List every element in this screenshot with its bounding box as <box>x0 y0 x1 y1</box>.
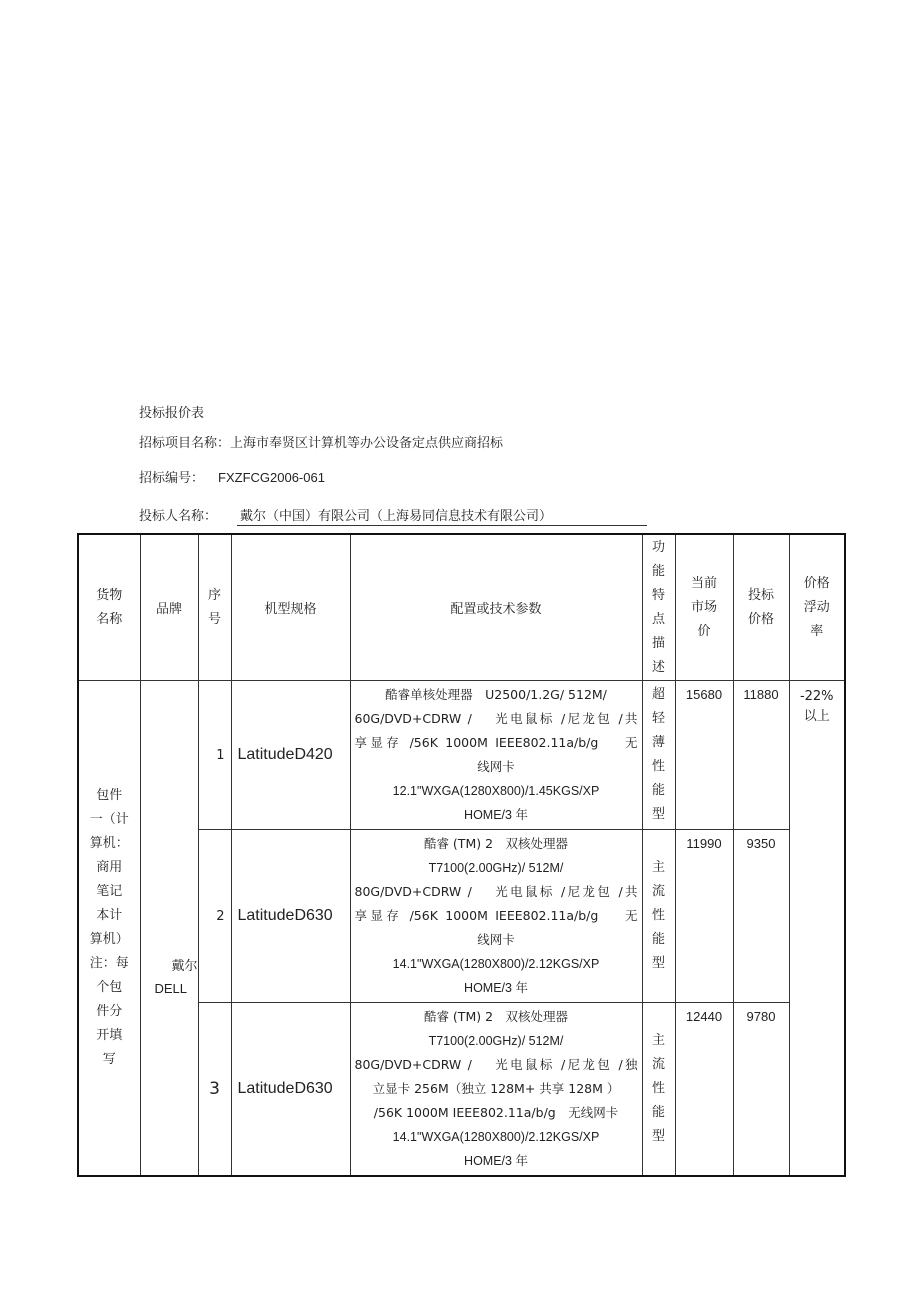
model-cell: LatitudeD420 <box>231 681 350 830</box>
tender-code-value: FXZFCG2006-061 <box>218 470 325 485</box>
header-goods-name: 货物 名称 <box>78 534 140 681</box>
bidder-name-line <box>139 505 647 526</box>
brand-cell <box>140 681 198 1177</box>
feature-cell: 超 轻 薄 性 能 型 <box>642 681 675 830</box>
seq-cell: 2 <box>198 830 231 1003</box>
brand-en: DELL <box>154 981 188 996</box>
header-config: 配置或技术参数 <box>350 534 642 681</box>
seq-cell: 3 <box>198 1003 231 1177</box>
bidder-name-label: 投标人名称： <box>139 509 218 524</box>
tender-code-line <box>139 467 325 486</box>
table-row <box>78 681 845 830</box>
config-cell: 酷睿 (TM) 2 双核处理器 T7100(2.00GHz)/ 512M/ 80G/DVD+CDRW / 光电鼠标 /尼龙包 /共 享显存 /56K 1000M IEEE802.11a/b/g 无 线网卡 14.1"WXGA(1280X800)/2.12KGS/XP HOME/3 年 <box>350 830 642 1003</box>
category-cell: 包件 一（计 算机： 商用 笔记 本计 算机） 注：每 个包 件分 开填 写 <box>78 681 140 1177</box>
bidder-name-value: 戴尔（中国）有限公司（上海易同信息技术有限公司） <box>237 505 647 526</box>
header-row <box>78 534 845 681</box>
float-rate-cell: -22% 以上 <box>789 681 845 1177</box>
model-cell: LatitudeD630 <box>231 830 350 1003</box>
bid-price-cell: 11880 <box>733 681 789 830</box>
project-name-label: 招标项目名称： <box>139 436 231 451</box>
project-name-line <box>139 432 503 451</box>
project-name-value: 上海市奉贤区计算机等办公设备定点供应商招标 <box>230 436 504 451</box>
seq-cell: 1 <box>198 681 231 830</box>
bid-price-cell: 9350 <box>733 830 789 1003</box>
market-price-cell: 11990 <box>675 830 733 1003</box>
market-price-cell: 12440 <box>675 1003 733 1177</box>
header-market-price: 当前 市场 价 <box>675 534 733 681</box>
form-title: 投标报价表 <box>139 406 205 421</box>
market-price-cell: 15680 <box>675 681 733 830</box>
feature-cell: 主 流 性 能 型 <box>642 1003 675 1177</box>
header-bid-price: 投标 价格 <box>733 534 789 681</box>
config-cell: 酷睿 (TM) 2 双核处理器 T7100(2.00GHz)/ 512M/ 80G/DVD+CDRW / 光电鼠标 /尼龙包 /独 立显卡 256M（独立 128M+ 共享 128M ） /56K 1000M IEEE802.11a/b/g 无线网卡 14.1"WXGA(1280X800)/2.12KGS/XP HOME/3 年 <box>350 1003 642 1177</box>
config-cell: 酷睿单核处理器 U2500/1.2G/ 512M/ 60G/DVD+CDRW / 光电鼠标 /尼龙包 /共 享显存 /56K 1000M IEEE802.11a/b/g 无 线网卡 12.1"WXGA(1280X800)/1.45KGS/XP HOME/3 年 <box>350 681 642 830</box>
model-cell: LatitudeD630 <box>231 1003 350 1177</box>
tender-code-label: 招标编号： <box>139 471 205 486</box>
bid-price-cell: 9780 <box>733 1003 789 1177</box>
header-feature: 功 能 特 点 描 述 <box>642 534 675 681</box>
header-model: 机型规格 <box>231 534 350 681</box>
header-float-rate: 价格 浮动 率 <box>789 534 845 681</box>
feature-cell: 主 流 性 能 型 <box>642 830 675 1003</box>
header-brand: 品牌 <box>140 534 198 681</box>
header-seq: 序 号 <box>198 534 231 681</box>
brand-cn: 戴尔 <box>171 959 198 974</box>
quotation-table <box>77 533 846 1177</box>
